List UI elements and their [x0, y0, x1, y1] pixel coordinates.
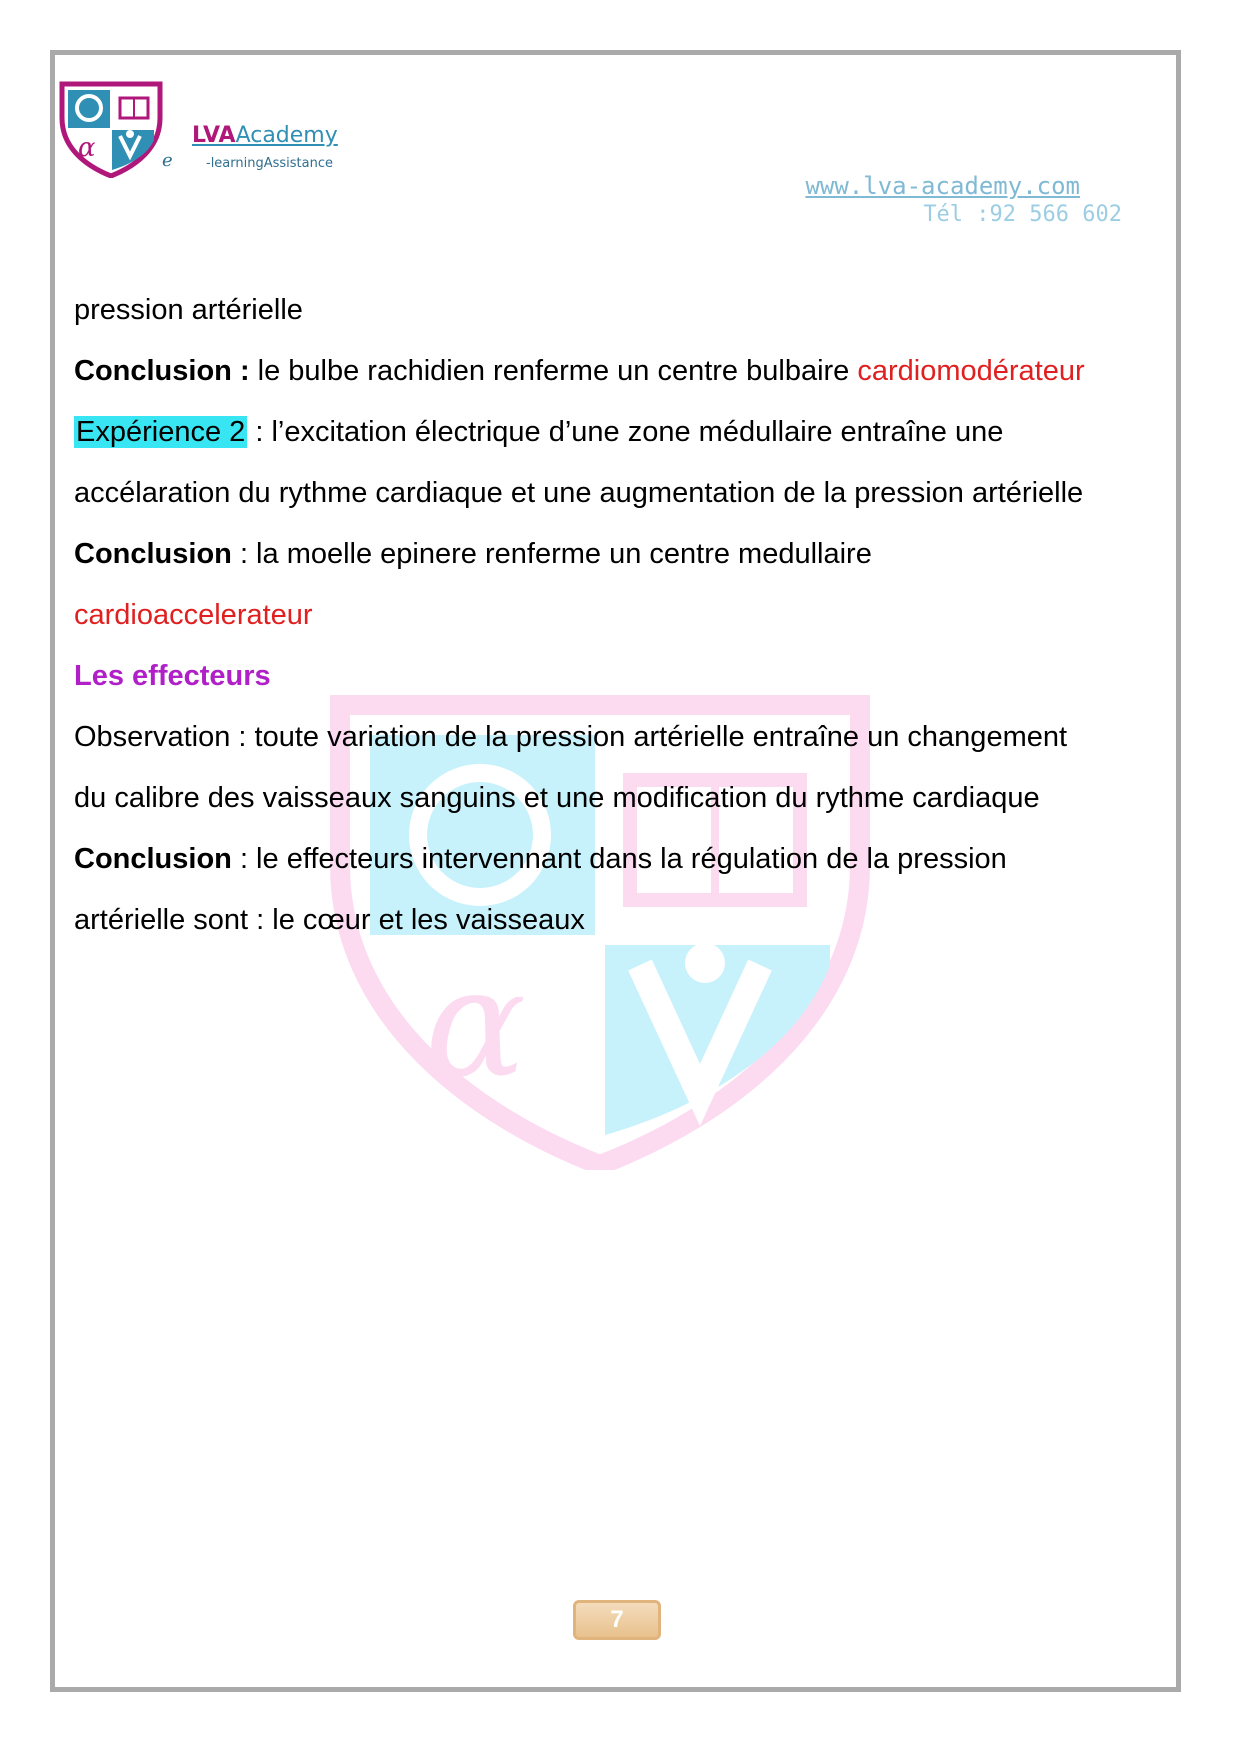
conclusion3-label: Conclusion	[74, 843, 232, 875]
experience-label: Expérience 2	[76, 416, 246, 448]
experience-text-2: accélaration du rythme cardiaque et une augmentation de la pression artérielle	[74, 477, 1084, 509]
conclusion1-text: le bulbe rachidien renferme un centre bulbaire	[249, 355, 858, 387]
svg-text:α: α	[425, 937, 527, 1111]
lva-shield-logo-icon	[56, 78, 166, 178]
conclusion2-text: : la moelle epinere renferme un centre medullaire	[231, 538, 872, 570]
text-line-5	[74, 524, 1174, 585]
conclusion2-label: Conclusion	[74, 538, 232, 570]
text-line-1	[74, 280, 1174, 341]
conclusion3-text: : le effecteurs intervennant dans la régulation de la pression	[231, 843, 1007, 875]
brand-lva: LVA	[192, 123, 236, 148]
observation-text-2: du calibre des vaisseaux sanguins et une modification du rythme cardiaque	[74, 782, 1040, 814]
website-link[interactable]: www.lva-academy.com	[805, 172, 1080, 200]
text-line-8	[74, 707, 1174, 768]
text-line-6	[74, 585, 1174, 646]
conclusion3-text-2: artérielle sont : le cœur et les vaisseaux	[74, 904, 585, 936]
section-heading: Les effecteurs	[74, 660, 271, 692]
text-line-3	[74, 402, 1174, 463]
brand-academy: Academy	[235, 123, 338, 148]
phone-number: Tél :92 566 602	[923, 202, 1122, 227]
brand-name	[192, 122, 338, 150]
text-line-4	[74, 463, 1174, 524]
svg-text:α: α	[78, 133, 96, 163]
text-line-9	[74, 768, 1174, 829]
observation-text: Observation : toute variation de la pression artérielle entraîne un changement	[74, 721, 1068, 753]
document-body	[74, 280, 1174, 951]
conclusion1-term: cardiomodérateur	[857, 355, 1085, 387]
text-line-11	[74, 890, 1174, 951]
experience-text: : l’excitation électrique d’une zone médullaire entraîne une	[247, 416, 1004, 448]
text-line-7	[74, 646, 1174, 707]
text-line-10	[74, 829, 1174, 890]
brand-tagline: -learningAssistance	[206, 156, 333, 171]
text-line-2	[74, 341, 1174, 402]
brand-e-letter: e	[162, 150, 173, 171]
page-number-badge: 7	[573, 1600, 661, 1640]
conclusion1-label: Conclusion :	[74, 355, 250, 387]
conclusion2-term: cardioaccelerateur	[74, 599, 313, 631]
line1-text: pression artérielle	[74, 294, 303, 326]
